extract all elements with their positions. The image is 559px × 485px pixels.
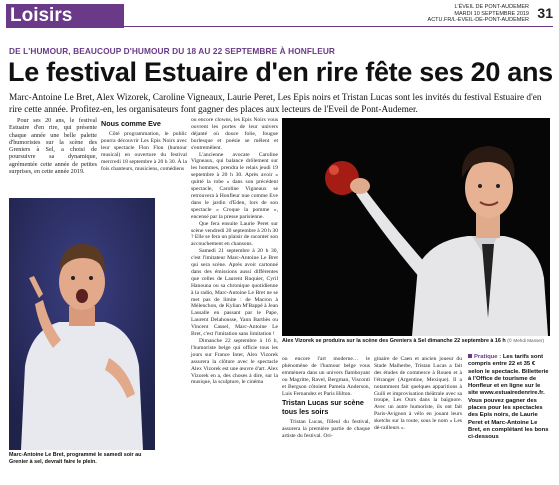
article-kicker: DE L'HUMOUR, BEAUCOUP D'HUMOUR DU 18 AU 22 SEPTEMBRE À HONFLEUR — [9, 46, 336, 56]
article-headline: Le festival Estuaire d'en rire fête ses 20 ans — [8, 57, 553, 87]
photo-caption-2 — [282, 338, 550, 345]
masthead-line-3: ACTU.FR/L-EVEIL-DE-PONT-AUDEMER — [427, 17, 529, 23]
performer-photo-illustration — [282, 118, 550, 336]
article-column-3 — [191, 117, 278, 386]
photo-caption-1: Marc-Antoine Le Bret, programmé le samedi soir au Grenier à sel, devrait faire le plein. — [9, 452, 142, 465]
intro-paragraph: Pour ses 20 ans, le festival Estuaire d'en rire, qui présente chaque année une belle palette d'humoristes sur la scène des Greniers à Sel, a choisi de poursuivre sa dynamique, agrémentée cette année de petites surprises, en cette année 2019. — [9, 117, 97, 176]
practical-text: Les tarifs sont compris entre 22 et 35 € selon le spectacle. Billetterie à l'Office de tourisme de Honfleur et en ligne sur le site www.estuairedenrire.fr. Vous pouvez gagner des places pour les spectacles des Epis noirs, de Laurie Peret et Marc-Antoine Le Bret, en complétant les bons ci-dessous — [468, 354, 549, 441]
practical-label: Pratique : — [474, 354, 502, 360]
column-paragraph: ginaire de Caen et ancien joueur du Stade Malherbe, Tristan Lucas a fait des études de commerce à Rouen et à l'étranger (Argentine, Mexique). Il a notamment fait quelques apparitions à Guili et improvisation théâtrale avec sa troupe, Les Ours dans la baignore. Avec un autre humoriste, ils ont fait Paris-Avignon à vélo en jouant leurs sketchs sur la route, sous le nom « Les dé-railleurs ». — [374, 356, 462, 432]
column-paragraph: Tristan Lucas, filleul du festival, assurera la première partie de chaque artiste du festival. Ori- — [282, 419, 370, 440]
section-rubric: Loisirs — [6, 4, 124, 28]
column-paragraph: Côté programmation, le public pourra découvrir Les Epis Noirs avec leur spectacle Flon Flon (humour musical) en ouverture du festival mercredi 18 septembre à 20 h 30. À la fois chanteurs, musiciens, comédiens — [101, 131, 187, 172]
masthead-line-2: MARDI 10 SEPTEMBRE 2019 — [454, 10, 529, 17]
column-paragraph: ou encore l'art moderne… le phénomène de l'humour belge vous emmènera dans un univers flamboyant ou Magritte, Ravel, Bergman, Visconti et Bergson côtoient Pamela Anderson, Luis Fernandez et Paris Hilton. — [282, 356, 370, 397]
masthead-info — [428, 4, 529, 24]
page-number: 31 — [537, 5, 553, 21]
performer-photo-illustration — [9, 198, 155, 450]
article-intro — [9, 117, 97, 175]
photo-alex-vizorek — [282, 118, 550, 336]
subheading-2: Tristan Lucas sur scène tous les soirs — [282, 398, 364, 416]
article-column-2 — [101, 117, 187, 172]
photo-marc-antoine-le-bret — [9, 198, 155, 450]
column-paragraph: Dimanche 22 septembre à 16 h, l'humoriste belge qui officie tous les jours sur France Inter, Alex Vizorek assurera la clôture avec le spectacle Alex Vizorek est une œuvre d'art. Alex Vizorek en a, des choses à dire, sur la musique, la sculpture, le cinéma — [191, 338, 278, 386]
column-paragraph: ou encore clowns, les Epis Noirs vous ouvrent les portes de leur univers déjanté où douce folie, fougue burlesque et poésie se mêlent et s'entremêlent. — [191, 117, 278, 151]
column-paragraph: Samedi 21 septembre à 20 h 30, c'est l'imitateur Marc-Antoine Le Bret qui sera scène. Après avoir cartonné dans des émissions aussi différentes que celles de Laurent Ruquier, Cyril Hanouna ou sa chronique quotidienne à la radio, Marc-Antoine Le Bret ne se met pas de limite : de Macron à Mélenchon, de Kylian M'Bappé à Jean Lassalle en passant par le Pape, Laurent Delahousse, Yann Barthès ou Vincent Cassel, Marc-Antoine Le Bret, c'est l'imitation sans limitation ! — [191, 248, 278, 338]
bullet-square-icon — [468, 354, 472, 358]
subheading-1: Nous comme Eve — [101, 119, 161, 128]
column-paragraph: L'ancienne avocate Caroline Vigneaux, qui balance drôlement sur les hommes, prendra le relais jeudi 19 septembre à 20 h 30. Après avoir « quitté la robe » dans son précédent spectacle, Caroline Vigneaux se retrouvera à Honfleur nue comme Eve dans le jardin d'Eden, lors de son spectacle « Croque la pomme », encensé par la presse parisienne. — [191, 151, 278, 220]
article-column-4 — [282, 356, 370, 440]
article-column-5 — [374, 356, 462, 432]
caption-2-text: Alex Vizorek se produira sur la scène des Greniers à Sel dimanche 22 septembre à 16 h — [282, 338, 506, 344]
rubric-rule — [124, 26, 553, 27]
photo-credit: (© Mehdi Manser) — [507, 338, 545, 343]
column-paragraph: Que fera ensuite Laurie Peret sur scène vendredi 20 septembre à 20 h 30 ? Elle se fera un plaisir de raconter son accouchement en chansons. — [191, 220, 278, 248]
article-lede: Marc-Antoine Le Bret, Alex Wizorek, Caroline Vigneaux, Laurie Peret, Les Epis noirs et Tristan Lucas sont les invités du festival Estuaire d'en rire cette année. Profitez-en, les organisateurs font gagner des places aux lecteurs de l'Eveil de Pont-Audemer. — [9, 93, 542, 115]
masthead-line-1: L'ÉVEIL DE PONT-AUDEMER — [454, 4, 529, 10]
practical-info-box — [468, 354, 552, 442]
